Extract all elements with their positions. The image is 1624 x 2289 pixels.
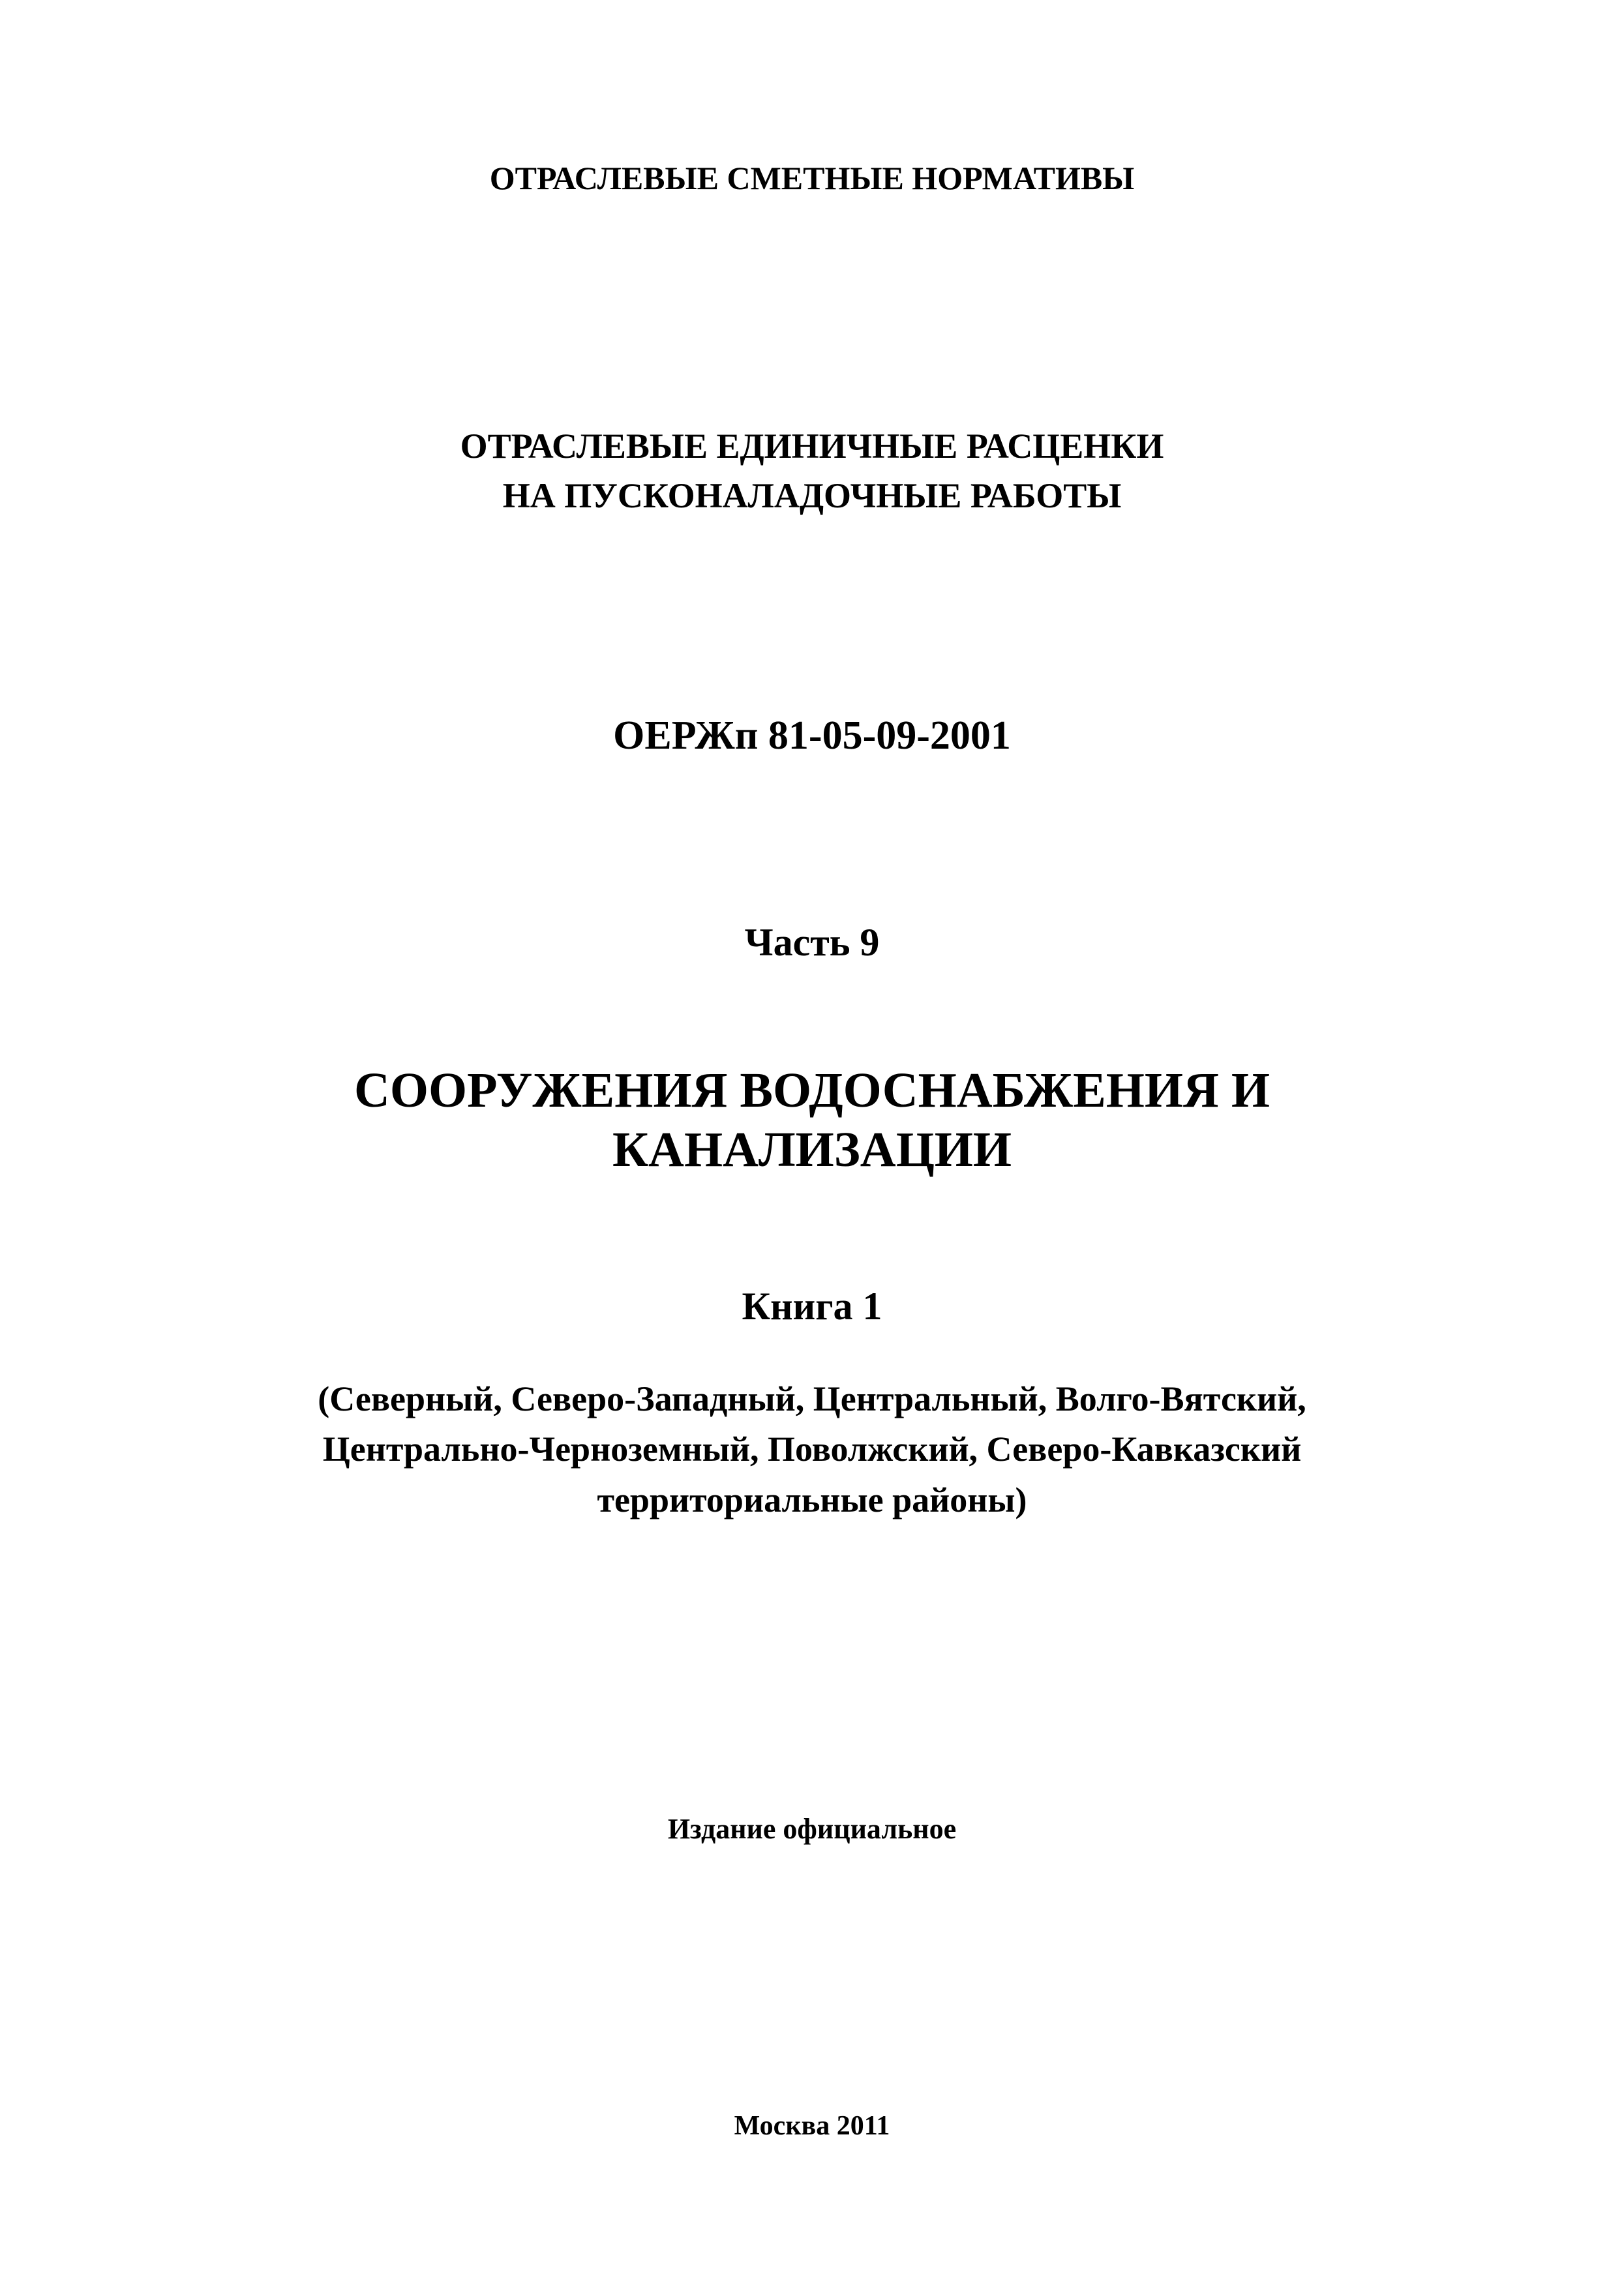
book-number: Книга 1 [742,1285,882,1328]
section-heading-line-2: КАНАЛИЗАЦИИ [612,1122,1012,1177]
edition-note: Издание официальное [667,1813,957,1845]
place-and-year: Москва 2011 [734,2111,890,2141]
regions-line-3: территориальные районы) [597,1480,1027,1519]
document-title-line-2: НА ПУСКОНАЛАДОЧНЫЕ РАБОТЫ [502,476,1122,515]
regions-line-2: Центрально-Черноземный, Поволжский, Северо-Кавказский [322,1429,1302,1469]
document-title-line-1: ОТРАСЛЕВЫЕ ЕДИНИЧНЫЕ РАСЦЕНКИ [460,426,1164,466]
part-number: Часть 9 [744,921,880,964]
series-title: ОТРАСЛЕВЫЕ СМЕТНЫЕ НОРМАТИВЫ [489,160,1135,196]
section-heading-line-1: СООРУЖЕНИЯ ВОДОСНАБЖЕНИЯ И [353,1063,1271,1118]
regions-line-1: (Северный, Северо-Западный, Центральный, Волго-Вятский, [318,1379,1306,1418]
document-code: ОЕРЖп 81-05-09-2001 [613,713,1011,758]
